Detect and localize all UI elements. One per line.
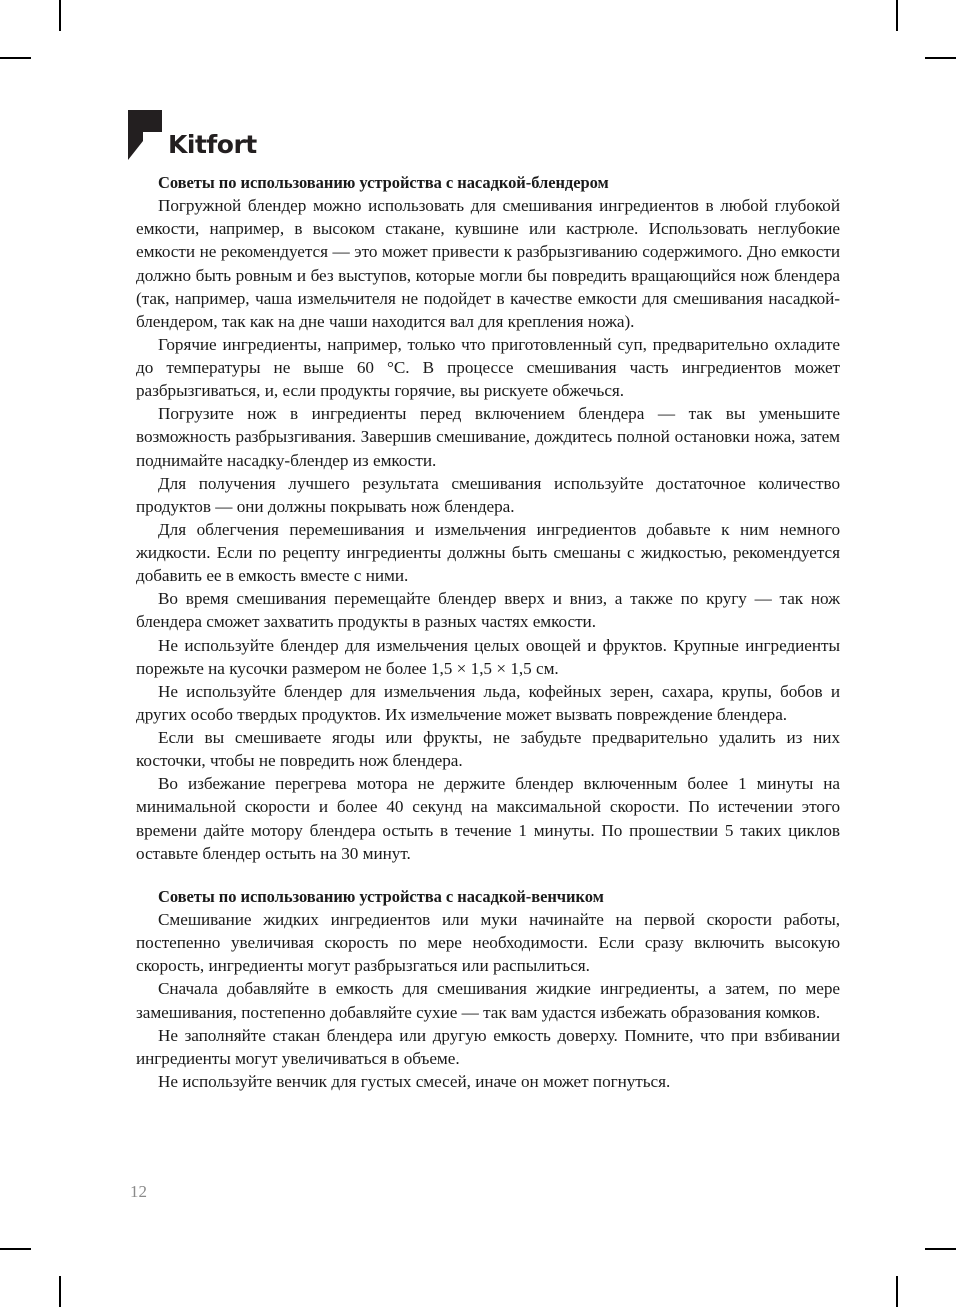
page-number: 12 [130, 1182, 147, 1201]
paragraph: Не используйте венчик для густых смесей, иначе он может погнуться. [158, 1071, 671, 1091]
paragraph: Для получения лучшего результата смешивания используйте достаточное количество продуктов — они должны покрывать нож блендера. [136, 473, 840, 516]
crop-mark-top-right-horizontal [925, 57, 956, 59]
crop-mark-top-left-horizontal [0, 57, 31, 59]
paragraph: Погрузите нож в ингредиенты перед включением блендера — так вы уменьшите возможность разбрызгивания. Завершив смешивание, дождитесь полной остановки ножа, затем поднимайте насадку-блендер из емкости. [136, 404, 840, 470]
paragraph: Во избежание перегрева мотора не держите блендер включенным более 1 минуты на минимальной скорости и более 40 секунд на максимальной скорости. По истечении этого времени дайте мотору блендера остыть в течение 1 минуты. По прошествии 5 таких циклов оставьте блендер остыть на 30 минут. [136, 774, 840, 863]
paragraph: Горячие ингредиенты, например, только что приготовленный суп, предварительно охладите до температуры не выше 60 °C. В процессе смешивания часть ингредиентов может разбрызгиваться, и, если продукты горячие, вы рискуете обжечься. [136, 334, 840, 401]
paragraph: Во время смешивания перемещайте блендер вверх и вниз, а также по кругу — так нож блендера сможет захватить продукты в разных частях емкости. [136, 589, 840, 632]
paragraph: Не используйте блендер для измельчения целых овощей и фруктов. Крупные ингредиенты порежьте на кусочки размером не более 1,5 × 1,5 × 1,5 см. [136, 635, 840, 678]
paragraph: Смешивание жидких ингредиентов или муки начинайте на первой скорости работы, постепенно увеличивая скорость по мере необходимости. Если сразу включить высокую скорость, ингредиенты могут разбрызгаться или распылиться. [136, 910, 840, 976]
brand-logo [126, 108, 257, 160]
crop-mark-bottom-right-vertical [896, 1276, 898, 1307]
crop-mark-top-right-vertical [896, 0, 898, 31]
paragraph: Не заполняйте стакан блендера или другую емкость доверху. Помните, что при взбивании ингредиенты могут увеличиваться в объеме. [136, 1025, 840, 1068]
paragraph: Погружной блендер можно использовать для смешивания ингредиентов в любой глубокой емкости, например, в высоком стакане, кувшине или кастрюле. Использовать неглубокие емкости не рекомендуется — это может привести к разбрызгиванию содержимого. Дно емкости должно быть ровным и без выступов, которые могли бы повредить вращающийся нож блендера (так, например, чаша измельчителя не подойдет в качестве емкости для смешивания насадкой-блендером, так как на дне чаши находится вал для крепления ножа). [136, 196, 840, 331]
paragraph: Сначала добавляйте в емкость для смешивания жидкие ингредиенты, а затем, по мере замешивания, постепенно добавляйте сухие — так вам удастся избежать образования комков. [136, 979, 840, 1022]
paragraph: Для облегчения перемешивания и измельчения ингредиентов добавьте к ним немного жидкости. Если по рецепту ингредиенты должны быть смешаны с жидкостью, рекомендуется добавить ее в емкость вместе с ними. [136, 519, 840, 586]
kitfort-flag-logo-icon [126, 110, 164, 160]
crop-mark-top-left-vertical [59, 0, 61, 31]
brand-name: Kitfort [168, 130, 257, 159]
section-heading-whisk: Советы по использованию устройства с насадкой-венчиком [158, 886, 604, 906]
page-body [136, 172, 840, 1093]
crop-mark-bottom-left-horizontal [0, 1248, 31, 1250]
section-heading-blender: Советы по использованию устройства с насадкой-блендером [158, 173, 609, 192]
crop-mark-bottom-left-vertical [59, 1276, 61, 1307]
paragraph: Не используйте блендер для измельчения льда, кофейных зерен, сахара, крупы, бобов и других особо твердых продуктов. Их измельчение может вызвать повреждение блендера. [136, 681, 840, 724]
crop-mark-bottom-right-horizontal [925, 1248, 956, 1250]
document-page [130, 0, 840, 1307]
paragraph: Если вы смешиваете ягоды или фрукты, не забудьте предварительно удалить из них косточки, чтобы не повредить нож блендера. [136, 728, 840, 771]
